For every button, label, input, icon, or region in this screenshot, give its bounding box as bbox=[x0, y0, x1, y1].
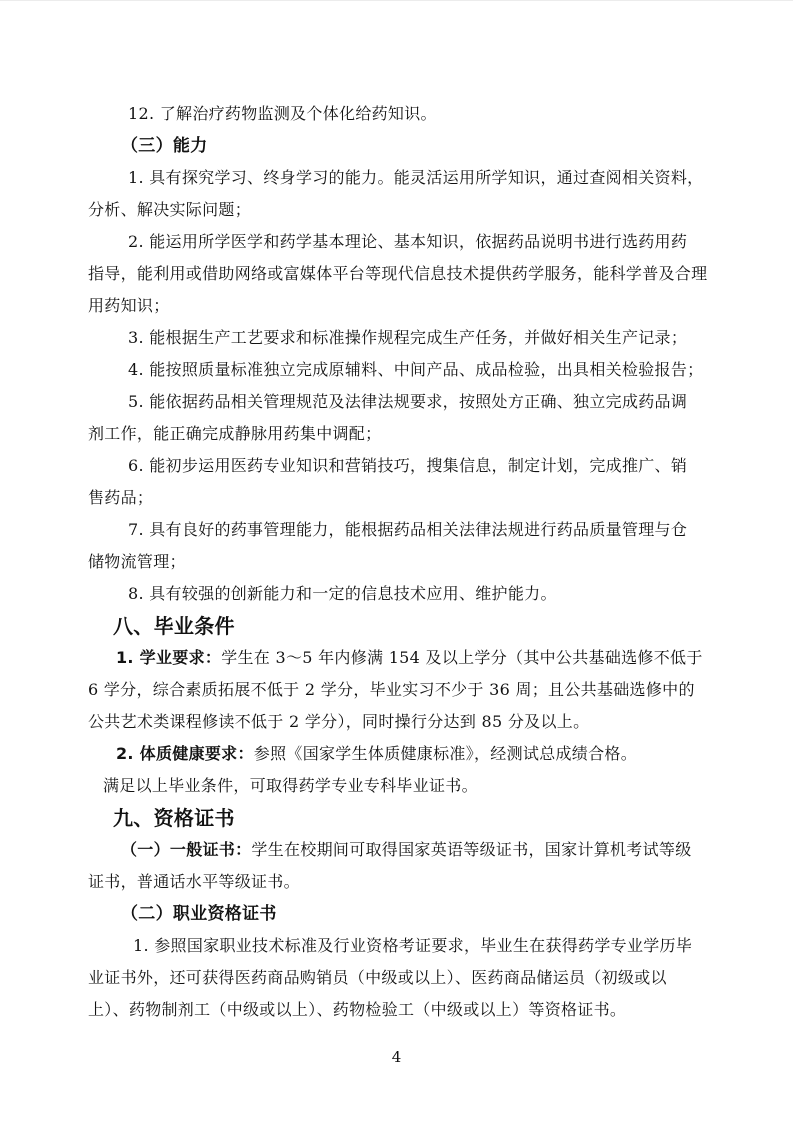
paragraph-line: 满足以上毕业条件，可取得药学专业专科毕业证书。 bbox=[103, 776, 478, 795]
paragraph-line: 储物流管理； bbox=[88, 552, 186, 571]
paragraph-line: 6 学分，综合素质拓展不低于 2 学分，毕业实习不少于 36 周；且公共基础选修中的 bbox=[88, 680, 695, 699]
paragraph-line: 5. 能依据药品相关管理规范及法律法规要求，按照处方正确、独立完成药品调 bbox=[128, 392, 688, 411]
paragraph-line bbox=[88, 642, 713, 674]
paragraph-line bbox=[88, 738, 713, 770]
section-heading-graduation-requirements: 八、毕业条件 bbox=[113, 614, 235, 638]
bold-label-fitness-requirement: 2. 体质健康要求： bbox=[116, 744, 254, 763]
paragraph-text: 参照《国家学生体质健康标准》，经测试总成绩合格。 bbox=[253, 744, 637, 763]
paragraph-line: 公共艺术类课程修读不低于 2 学分），同时操行分达到 85 分及以上。 bbox=[88, 712, 590, 731]
paragraph-text: 学生在 3～5 年内修满 154 及以上学分（其中公共基础选修不低于 bbox=[221, 648, 703, 667]
paragraph-line bbox=[88, 834, 713, 866]
paragraph-line: 3. 能根据生产工艺要求和标准操作规程完成生产任务，并做好相关生产记录； bbox=[128, 328, 688, 347]
subsection-heading-ability: （三）能力 bbox=[121, 136, 208, 156]
document-body bbox=[88, 98, 713, 1026]
paragraph-line: 12. 了解治疗药物监测及个体化给药知识。 bbox=[128, 104, 437, 123]
paragraph-line: 分析、解决实际问题； bbox=[88, 200, 252, 219]
paragraph-line: 指导，能利用或借助网络或富媒体平台等现代信息技术提供药学服务，能科学普及合理 bbox=[88, 264, 708, 283]
paragraph-line: 1. 参照国家职业技术标准及行业资格考证要求，毕业生在获得药学专业学历毕 bbox=[133, 936, 693, 955]
paragraph-line: 2. 能运用所学医学和药学基本理论、基本知识，依据药品说明书进行选药用药 bbox=[128, 232, 688, 251]
paragraph-line: 证书，普通话水平等级证书。 bbox=[88, 872, 300, 891]
bold-label-general-certificates: （一）一般证书： bbox=[121, 840, 252, 859]
bold-label-academic-requirement: 1. 学业要求： bbox=[116, 648, 222, 667]
paragraph-line: 8. 具有较强的创新能力和一定的信息技术应用、维护能力。 bbox=[128, 584, 557, 603]
paragraph-line: 剂工作，能正确完成静脉用药集中调配； bbox=[88, 424, 382, 443]
paragraph-line: 上）、药物制剂工（中级或以上）、药物检验工（中级或以上）等资格证书。 bbox=[88, 1000, 627, 1019]
paragraph-line: 7. 具有良好的药事管理能力，能根据药品相关法律法规进行药品质量管理与仓 bbox=[128, 520, 688, 539]
paragraph-line: 1. 具有探究学习、终身学习的能力。能灵活运用所学知识，通过查阅相关资料， bbox=[128, 168, 704, 187]
page-number: 4 bbox=[391, 1048, 402, 1066]
section-heading-certificates: 九、资格证书 bbox=[113, 806, 235, 830]
paragraph-line: 用药知识； bbox=[88, 296, 170, 315]
paragraph-line: 4. 能按照质量标准独立完成原辅料、中间产品、成品检验，出具相关检验报告； bbox=[128, 360, 704, 379]
paragraph-line: 业证书外，还可获得医药商品购销员（中级或以上）、医药商品储运员（初级或以 bbox=[88, 968, 667, 987]
paragraph-line: 6. 能初步运用医药专业知识和营销技巧，搜集信息，制定计划，完成推广、销 bbox=[128, 456, 688, 475]
paragraph-line: 售药品； bbox=[88, 488, 154, 507]
paragraph-text: 学生在校期间可取得国家英语等级证书，国家计算机考试等级 bbox=[251, 840, 692, 859]
subsection-heading-vocational-certificates: （二）职业资格证书 bbox=[121, 904, 277, 924]
